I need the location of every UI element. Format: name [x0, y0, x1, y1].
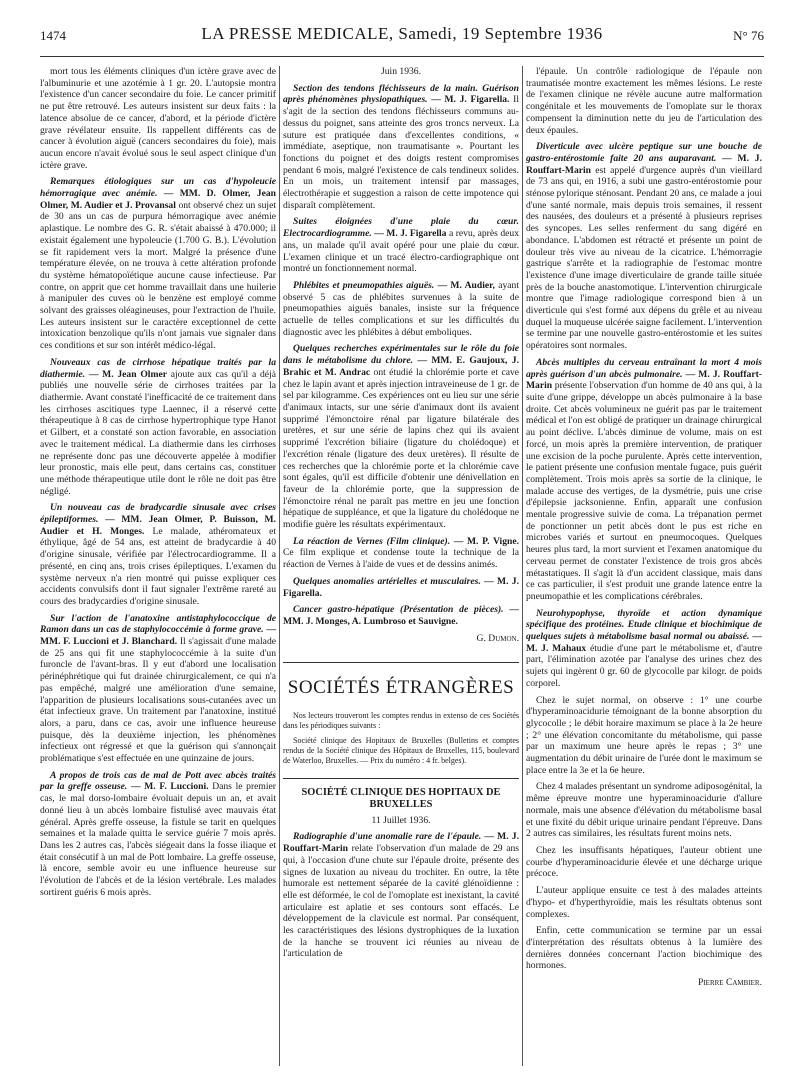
article-title: Phlébites et pneumopathies aiguës.	[293, 279, 435, 291]
article-body: relate l'observation d'un malade de 29 ans qui, à l'occasion d'une chute sur l'épaule droite, présente des signes de luxation au niveau du trochiter. En outre, la tête humorale est nettement séparée de la cavité glénoïdienne : elle est déformée, le col de l'omoplate est inexistant, la cavité articulaire est aplatie et ses contours sont effacés. Le développement de la clavicule est normal. Par conséquent, les caractéristiques des lésions dystrophiques de la luxation de la hanche se trouvent ici réunies au niveau de l'articulation de	[283, 843, 519, 960]
article	[283, 536, 519, 571]
article	[526, 608, 762, 690]
article-body: est appelé d'urgence auprès d'un vieillard de 73 ans qui, en 1916, a subi une gastro-entérostomie pour sténose pylorique sténosant. Pendant 20 ans, ce malade a joui d'une santé normale, mais depuis trois semaines, il ressent des nausées, des douleurs et a présenté à plusieurs reprises des syncopes. Les selles renferment du sang digéré en abondance. L'abdomen est rétracté et présente un point de douleur très vive au niveau de la cicatrice. L'hémorragie gastrique s'arrête et la radiographie de l'estomac montre l'existence d'une image diverticulaire de grande taille située près de la bouche anastomotique. L'intervention chirurgicale montre que l'image radiologique correspond bien à un diverticule qui s'est formé aux dépens du grêle et au niveau duquel la muqueuse ulcérée saigne facilement. L'intervention se termine par une nouvelle gastro-entérostomie et les suites opératoires sont normales.	[526, 164, 762, 352]
article	[40, 613, 276, 765]
article	[40, 357, 276, 497]
article-title: Abcès multiples du cerveau entraînant la mort 4 mois après guérison d'un abcès pulmonaire.	[526, 356, 762, 380]
paragraph: Chez le sujet normal, on observe : 1° une courbe d'hyperaminoacidurie témoignant de la bonne absorption du glycocolle ; le débit horaire maximum se place à la 2e heure ; 2° une élévation concomitante du métabolisme, qui passe par un maximum une heure après le repas ; 3° une augmentation du débit urinaire de l'urée dont le maximum se place entre la 3e et la 6e heure.	[526, 694, 762, 776]
article-title: Sur l'action de l'anatoxine antistaphylococcique de Ramon dans un cas de staphylococcémie à forme grave.	[40, 612, 276, 636]
page-header	[40, 20, 764, 48]
paragraph: L'auteur applique ensuite ce test à des malades atteints d'hypo- et d'hyperthyroïdie, mais les résultats obtenus sont complexes.	[526, 885, 762, 920]
section-intro-detail: Société clinique des Hopitaux de Bruxelles (Bulletins et comptes rendus de la Société clinique des Hôpitaux de Bruxelles, 115, boulevard de Waterloo, Bruxelles. — Prix du numéro : 4 fr. belges).	[283, 736, 519, 766]
column-middle	[283, 66, 519, 965]
header-rule	[40, 56, 764, 57]
column-separator	[522, 66, 523, 1066]
article-body: Il s'agit de la section des tendons fléchisseurs communs au-dessus du poignet, sans atteinte des gros troncs nerveux. La suture est pratiquée dans d'excellentes conditions, « immédiate, aseptique, non traumatisante ». Pourtant les fonctions du poignet et des doigts restent compromises pendant 6 mois, malgré l'existence de cals tendineux solides. En un mois, un traitement intensif par massages, électrothérapie et suggestion a raison de cette impotence qui disparaît complètement.	[283, 94, 520, 211]
paragraph: mort tous les éléments cliniques d'un ictère grave avec de l'albuminurie et une azotémie à 1 gr. 20. L'autopsie montra l'existence d'un cancer secondaire du foie. Le cancer primitif ne put être retrouvé. Les auteurs insistent sur deux faits : la latence absolue de ce cancer, d'abord, et la période d'ictère grave révélateur ensuite. Ils rappellent différents cas de cancer à évolution aiguë (cancers secondaires du foie), mais aucun encore n'avait évolué sous le seul aspect clinique d'un ictère grave.	[40, 66, 276, 171]
article-authors: — MM. J. Monges, A. Lumbroso et Sauvigne.	[283, 604, 520, 627]
article-authors: — MM. E. Gaujoux, J. Brahic et M. Andrac	[283, 355, 519, 378]
article-authors: — MM. D. Olmer, Jean Olmer, M. Audier et J. Provansal	[40, 188, 276, 211]
article-body: Il s'agissait d'une malade de 25 ans qui fit une staphylococcémie à la suite d'un furoncle de l'avant-bras. Il y eut d'abord une localisation périnéphrétique qui fut drainée chirurgicalement, ce qui n'a pas empêché, malgré une amélioration d'une semaine, l'apparition de plusieurs localisations sous-cutanées avec un état infectieux grave. Un traitement par l'anatoxine, institué alors, a paru, dans ce cas, avoir une influence heureuse puisque, dès la deuxième injection, les phénomènes infectieux ont régressé et que la guérison qui s'annonçait problématique s'est effectuée en une quinzaine de jours.	[40, 636, 276, 765]
article	[526, 357, 762, 603]
article-title: Suites éloignées d'une plaie du cœur. Electrocardiogramme.	[283, 216, 519, 240]
section-intro: Nos lecteurs trouveront les comptes rendus in extenso de ces Sociétés dans les périodiques suivants :	[283, 711, 519, 731]
article-title: Nouveaux cas de cirrhose hépatique traités par la diathermie.	[40, 356, 276, 380]
article-title: Cancer gastro-hépatique (Présentation de pièces).	[293, 604, 504, 616]
session-date: Juin 1936.	[381, 66, 421, 77]
article-authors: — MM. F. Luccioni et J. Blanchard.	[40, 624, 276, 648]
article-body: présente l'observation d'un homme de 40 ans qui, à la suite d'une grippe, développe un abcès pulmonaire à la base droite. Cet abcès volumineux ne guérit pas par le traitement médical et l'on est obligé de pratiquer un drainage chirurgical au point déclive. L'abcès diminue de volume, mais on est forcé, un mois après la première intervention, de pratiquer une excision de la poche purulente. Après cette intervention, le patient présente une confusion mentale fugace, puis guérit complètement. Trois mois après sa sortie de la clinique, le malade accuse des vertiges, de la dysmétrie, puis une crise d'épilepsie jacksonienne. Enfin, apparaît une confusion mentale progressive suivie de coma. La trépanation permet de ponctionner un petit abcès dont le pus est riche en microbes variés et surtout en pneumocoques. Quelques heures plus tard, la mort survient et l'examen anatomique du cerveau permet de constater l'existence de trois gros abcès métastatiques. Il s'agit là d'un accident classique, mais dans ce cas particulier, il s'est produit une grande latence entre la pneumopathie et les complications cérébrales.	[526, 380, 763, 602]
article-title: Un nouveau cas de bradycardie sinusale avec crises épileptiformes.	[40, 502, 276, 526]
article-title: Quelques anomalies artérielles et musculaires.	[293, 575, 481, 587]
article-title: Neurohypophyse, thyroïde et action dynamique spécifique des protéines. Etude clinique et biochimique de quelques sujets à métabolisme basal normal ou abaissé.	[526, 607, 762, 643]
article-body: Dans le premier cas, le mal dorso-lombaire évoluait depuis un an, et avait donné lieu à un abcès lombaire fistulisé avec mauvais état général. Après greffe osseuse, la fistule se tarit en quelques semaines et la malade quitta le service guérie 7 mois après. Dans les 2 autres cas, l'abcès siégeait dans la fosse iliaque et était consécutif à un mal de Pott lombaire. La greffe osseuse, là encore, semble avoir eu une influence heureuse sur l'évolution de l'abcès et de la lésion vertébrale. Les malades sortirent guéris 6 mois après.	[40, 781, 277, 898]
article-body: a revu, après deux ans, un malade qu'il avait opéré pour une plaie du cœur. L'examen clinique et un tracé électro-cardiographique ont montré un fonctionnement normal.	[283, 228, 519, 275]
article-authors: — M. Jean Olmer	[88, 368, 167, 380]
paragraph: Chez les insuffisants hépatiques, l'auteur obtient une courbe d'hyperaminoacidurie élevée et une décharge urique précoce.	[526, 845, 762, 880]
article-authors: — M. J. Figarella	[374, 228, 447, 240]
report-signature: G. Dumon.	[476, 632, 519, 644]
article-authors: — M. Audier,	[437, 279, 495, 291]
article	[283, 83, 519, 212]
column-separator	[279, 66, 280, 1066]
column-left	[40, 66, 276, 904]
article	[40, 502, 276, 607]
paragraph: Enfin, cette communication se termine par un essai d'interprétation des résultats obtenus à la lumière des dernières données concernant l'action biochimique des hormones.	[526, 925, 762, 972]
article-authors: — M. J. Rouffart-Marin	[526, 368, 763, 392]
session-date: 11 Juillet 1936.	[371, 814, 431, 826]
report-signature: Pierre Cambier.	[698, 977, 762, 989]
page-number: 1474	[40, 28, 66, 43]
issue-number: N° 76	[733, 28, 764, 43]
article	[283, 280, 519, 339]
article-authors: — MM. Jean Olmer, P. Buisson, M. Audier et H. Monges.	[40, 514, 277, 537]
article-body: Le malade, athéromateux et éthylique, âgé de 54 ans, est atteint de bradycardie à 40 d'origine sinusale, vérifiée par l'électrocardiogramme. Il a présenté, en cinq ans, trois crises épileptiques. L'examen du système nerveux n'a rien montré qui puisse expliquer ces accidents convulsifs dont il faut signaler l'extrême rareté au cours des bradycardies d'origine sinusale.	[40, 525, 277, 607]
article	[526, 141, 762, 352]
article-body: ont étudié la chlorémie porte et cave chez le lapin avant et après injection intraveineuse de 1 gr. de sel par kilogramme. Ces expériences ont eu lieu sur une série d'animaux intacts, sur une série d'animaux dont ils avaient supprimé l'émonctoire rénal par ligature bilatérale des uretères, et sur une série de lapins chez qui ils avaient supprimé l'excrétion biliaire (ligature du cholédoque) et l'excrétion rénale (ligature des deux uretères). Il résulte de ces recherches que la chlorémie porte et la chlorémie cave sont égales, qu'il est difficile d'obtenir une dénivellation en faveur de la chlorémie porte, que la suppression de l'émonctoire rénal ne paraît pas mettre en jeu une fonction hépatique de suppléance, et que la ligature du cholédoque ne modifie guère les résultats expérimentaux.	[283, 366, 520, 531]
article-title: Section des tendons fléchisseurs de la main. Guérison après phénomènes physiopathiques.	[283, 82, 519, 106]
journal-title: LA PRESSE MEDICALE, Samedi, 19 Septembre 1936	[201, 24, 603, 43]
article-body: étudie d'une part le métabolisme et, d'autre part, l'élimination azotée par l'analyse des urines chez des sujets qui ingèrent 0 gr. 60 de glycocolle par kilogr. de poids corporel.	[526, 642, 763, 689]
article-authors: — M. J. Figarella.	[283, 575, 519, 599]
article-title: Radiographie d'une anomalie rare de l'épaule.	[293, 831, 482, 843]
article-authors: — M. F. Luccioni.	[130, 781, 209, 793]
article	[283, 831, 519, 960]
article	[40, 770, 276, 899]
section-title: SOCIÉTÉS ÉTRANGÈRES	[283, 662, 519, 699]
article-title: Remarques étiologiques sur un cas d'hypoleucie hémorragique avec anémie.	[40, 176, 276, 200]
subsection-title: SOCIÉTÉ CLINIQUE DES HOPITAUX DE BRUXELLES	[283, 778, 519, 810]
column-right	[526, 66, 762, 994]
paragraph: Chez 4 malades présentant un syndrome adiposogénital, la même épreuve montre une hyperaminoacidurie d'allure normale, mais une absence d'élévation du métabolisme basal et une fixité du débit urique urinaire pendant l'épreuve. Dans 2 autres cas similaires, les résultats furent moins nets.	[526, 781, 762, 840]
article-title: Diverticule avec ulcère peptique sur une bouche de gastro-entérostomie faite 20 ans auparavant.	[526, 141, 762, 164]
article-authors: — M. J. Rouffart-Marin	[283, 831, 519, 855]
article-authors: — M. J. Figarella.	[431, 94, 510, 106]
article	[283, 343, 519, 530]
article-authors: — M. J. Mahaux	[526, 631, 762, 654]
article-title: La réaction de Vernes (Film clinique).	[293, 535, 451, 547]
article-body: ajoute aux cas qu'il a déjà publiés une nouvelle série de cirrhoses traitées par la diathermie. Avant constaté l'inefficacité de ce traitement dans les cirrhoses ascitiques type Laennec, il a réservé cette thérapeutique à 8 cas de cirrhose hypertrophique type Hanot et Gilbert, et a constaté son action favorable, en association avec le traitement médical. La diathermie dans les cirrhoses ne représente donc pas une découverte appelée à modifier leur pronostic, mais elle peut, dans certains cas, constituer une méthode thérapeutique utile dont le rôle ne doit pas être négligé.	[40, 368, 276, 497]
article	[283, 216, 519, 275]
paragraph: l'épaule. Un contrôle radiologique de l'épaule non traumatisée montre exactement les mêmes lésions. Le reste de l'examen clinique ne révèle aucune autre malformation congénitale et les mouvements de l'omoplate sur le thorax compensent la diminution nette du jeu de l'articulation des deux épaules.	[526, 66, 762, 136]
article	[283, 576, 519, 599]
article-body: ont observé chez un sujet de 30 ans un cas de purpura hémorragique avec anémie aplastique. Le nombre des G. R. s'était abaissé à 470.000; il existait également une hypoleucie (1.700 G. B.). L'évolution se fit rapidement vers la mort. Malgré la présence d'une température élevée, on ne trouva à cette altération profonde du système hématopoïétique aucune cause infectieuse. Par contre, on apprit que cet homme travaillait dans une huilerie à manipuler des cuves où le benzène est employé comme solvant des graisses oléagineuses, pour l'extraction de l'huile. Les auteurs insistent sur le caractère exceptionnel de cette intoxication benzolique qu'ils n'ont jamais vue signaler dans ces conditions et sur son intérêt médico-légal.	[40, 199, 276, 352]
article	[40, 176, 276, 352]
article-authors: — M. P. Vigne.	[453, 535, 519, 547]
article-body: Ce film explique et condense toute la technique de la réaction de Vernes à l'aide de vues et de dessins animés.	[283, 547, 519, 571]
article	[283, 604, 519, 627]
article-authors: — M. J. Rouffart-Marin	[526, 152, 762, 176]
article-title: A propos de trois cas de mal de Pott avec abcès traités par la greffe osseuse.	[40, 769, 276, 793]
article-title: Quelques recherches expérimentales sur le rôle du foie dans le métabolisme du chlore.	[283, 343, 519, 367]
article-body: ayant observé 5 cas de phlébites survenues à la suite de pneumopathies aiguës banales, insiste sur la fréquence actuelle de telles complications et sur les difficultés du diagnostic avec les phlébites à début emboliques.	[283, 279, 519, 338]
